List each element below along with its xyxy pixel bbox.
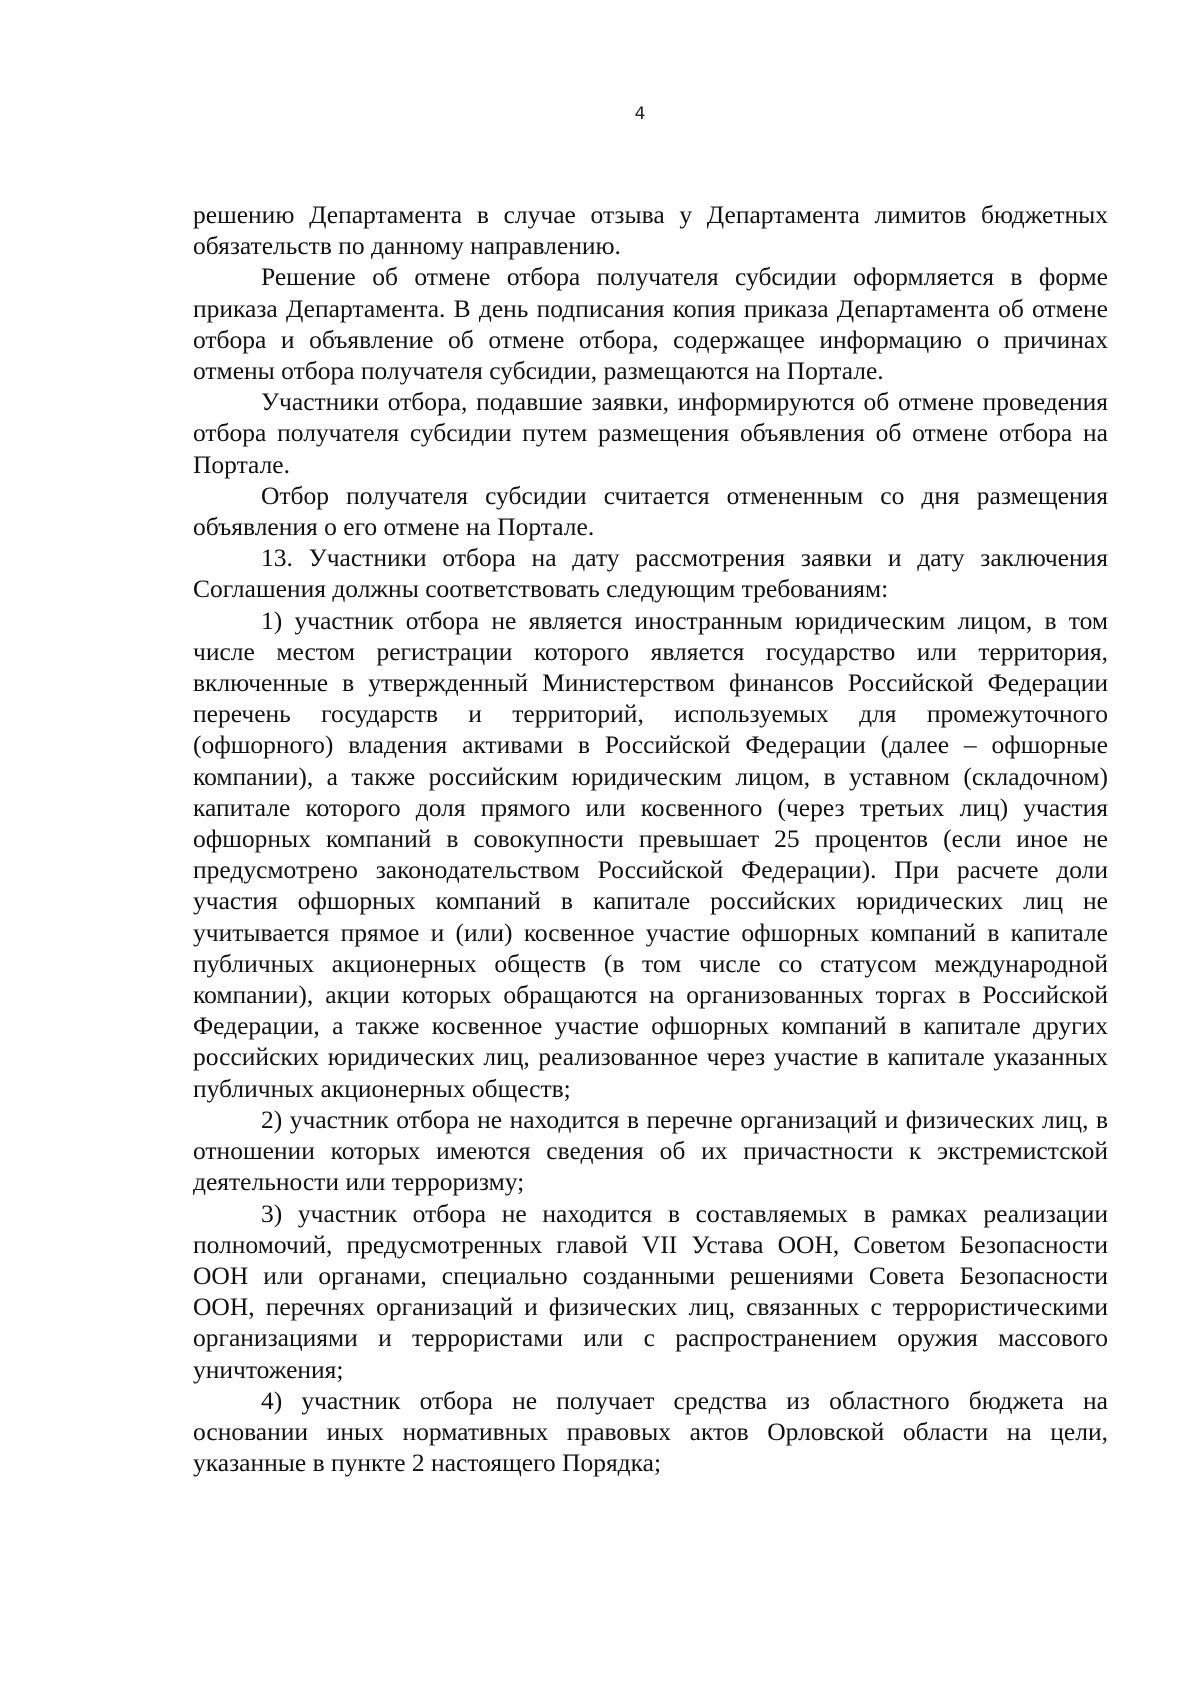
paragraph-item-13: 13. Участники отбора на дату рассмотрения заявки и дату заключения Соглашения должны соответствовать следующим требованиям: <box>193 543 1108 604</box>
document-body <box>193 199 1108 1478</box>
paragraph-requirement-2: 2) участник отбора не находится в перечне организаций и физических лиц, в отношении которых имеются сведения об их причастности к экстремистской деятельности или терроризму; <box>193 1104 1108 1197</box>
paragraph-requirement-1: 1) участник отбора не является иностранным юридическим лицом, в том числе местом регистрации которого является государство или территория, включенные в утвержденный Министерством финансов Российской Федерации перечень государств и территорий, используемых для промежуточного (офшорного) владения активами в Российской Федерации (далее – офшорные компании), а также российским юридическим лицом, в уставном (складочном) капитале которого доля прямого или косвенного (через третьих лиц) участия офшорных компаний в совокупности превышает 25 процентов (если иное не предусмотрено законодательством Российской Федерации). При расчете доли участия офшорных компаний в капитале российских юридических лиц не учитывается прямое и (или) косвенное участие офшорных компаний в капитале публичных акционерных обществ (в том числе со статусом международной компании), акции которых обращаются на организованных торгах в Российской Федерации, а также косвенное участие офшорных компаний в капитале других российских юридических лиц, реализованное через участие в капитале указанных публичных акционерных обществ; <box>193 605 1108 1103</box>
paragraph-participants-informed: Участники отбора, подавшие заявки, информируются об отмене проведения отбора получателя субсидии путем размещения объявления об отмене отбора на Портале. <box>193 387 1108 479</box>
paragraph-cancellation-order: Решение об отмене отбора получателя субсидии оформляется в форме приказа Департамента. В день подписания копия приказа Департамента об отмене отбора и объявление об отмене отбора, содержащее информацию о причинах отмены отбора получателя субсидии, размещаются на Портале. <box>193 262 1108 386</box>
paragraph-cancellation-date: Отбор получателя субсидии считается отмененным со дня размещения объявления о его отмене на Портале. <box>193 480 1108 542</box>
paragraph-continuation: решению Департамента в случае отзыва у Департамента лимитов бюджетных обязательств по данному направлению. <box>193 200 1108 261</box>
page-number: 4 <box>634 104 646 124</box>
paragraph-requirement-4: 4) участник отбора не получает средства из областного бюджета на основании иных нормативных правовых актов Орловской области на цели, указанные в пункте 2 настоящего Порядка; <box>193 1385 1108 1478</box>
paragraph-requirement-3: 3) участник отбора не находится в составляемых в рамках реализации полномочий, предусмотренных главой VII Устава ООН, Советом Безопасности ООН или органами, специально созданными решениями Совета Безопасности ООН, перечнях организаций и физических лиц, связанных с террористическими организациями и террористами или с распространением оружия массового уничтожения; <box>193 1198 1108 1384</box>
